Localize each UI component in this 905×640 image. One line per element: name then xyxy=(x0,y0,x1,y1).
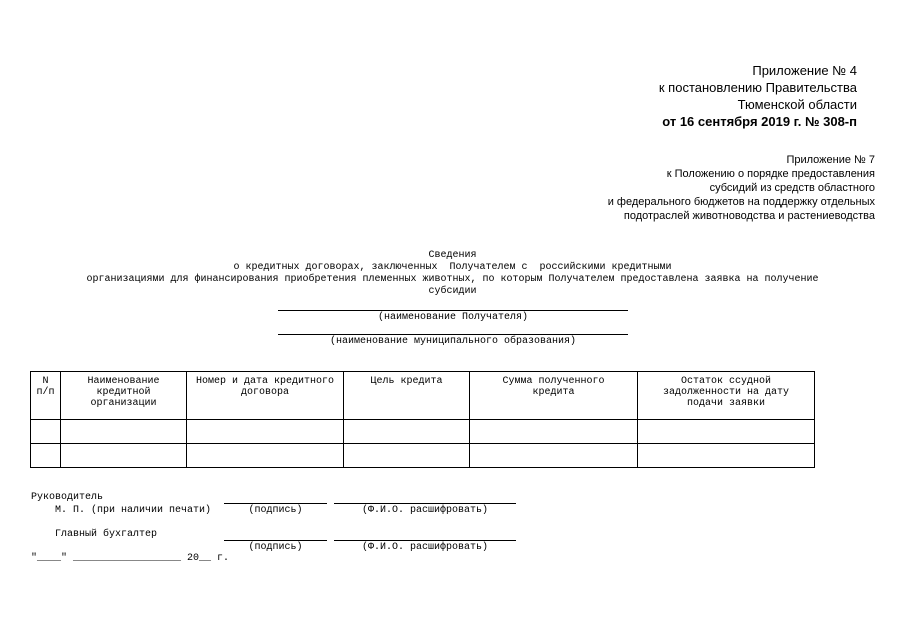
table-cell[interactable] xyxy=(31,420,61,444)
accountant-label: Главный бухгалтер xyxy=(55,529,158,540)
table-header-row xyxy=(31,372,815,420)
annex-header xyxy=(497,62,857,130)
accountant-fio-line xyxy=(334,540,516,541)
annex-region: Тюменской области xyxy=(737,97,857,112)
table-row xyxy=(31,444,815,468)
signature-caption: (подпись) xyxy=(248,505,303,516)
date-line: "____" __________________ 20__ г. xyxy=(31,553,230,564)
head-label: Руководитель xyxy=(31,492,104,503)
municipality-line xyxy=(278,334,628,335)
credit-agreements-table xyxy=(30,371,815,468)
table-cell[interactable] xyxy=(31,444,61,468)
table-row xyxy=(31,420,815,444)
fio-caption: (Ф.И.О. расшифровать) xyxy=(361,505,489,516)
head-signature-line xyxy=(224,503,327,504)
appendix-title: Приложение № 7 xyxy=(786,154,875,166)
table-cell[interactable] xyxy=(61,420,187,444)
annex-title: Приложение № 4 xyxy=(752,63,857,78)
col-header-amount: Сумма полученного кредита xyxy=(470,372,638,420)
recipient-caption: (наименование Получателя) xyxy=(377,312,529,323)
title-line: о кредитных договорах, заключенных Получателем с российскими кредитными xyxy=(233,262,672,273)
col-header-purpose: Цель кредита xyxy=(344,372,470,420)
table-cell[interactable] xyxy=(638,444,815,468)
col-header-balance: Остаток ссудной задолженности на дату подачи заявки xyxy=(638,372,815,420)
title-line: Сведения xyxy=(428,250,477,261)
table-cell[interactable] xyxy=(638,420,815,444)
stamp-label: М. П. (при наличии печати) xyxy=(55,505,212,516)
signature-caption: (подпись) xyxy=(248,542,303,553)
table-cell[interactable] xyxy=(470,444,638,468)
table-cell[interactable] xyxy=(470,420,638,444)
appendix-line: к Положению о порядке предоставления xyxy=(666,168,875,180)
appendix-line: подотраслей животноводства и растениеводства xyxy=(623,210,875,222)
title-line: субсидии xyxy=(428,286,477,297)
table-cell[interactable] xyxy=(61,444,187,468)
annex-decree: к постановлению Правительства xyxy=(658,80,857,95)
appendix-block xyxy=(515,153,875,223)
table-cell[interactable] xyxy=(187,444,344,468)
col-header-agreement: Номер и дата кредитного договора xyxy=(187,372,344,420)
table-cell[interactable] xyxy=(187,420,344,444)
municipality-caption: (наименование муниципального образования) xyxy=(329,336,577,347)
fio-caption: (Ф.И.О. расшифровать) xyxy=(361,542,489,553)
appendix-line: и федерального бюджетов на поддержку отдельных xyxy=(607,196,875,208)
table-cell[interactable] xyxy=(344,444,470,468)
col-header-bank: Наименование кредитной организации xyxy=(61,372,187,420)
table-cell[interactable] xyxy=(344,420,470,444)
head-fio-line xyxy=(334,503,516,504)
document-title xyxy=(40,250,865,298)
appendix-line: субсидий из средств областного xyxy=(709,182,875,194)
title-line: организациями для финансирования приобретения племенных животных, по которым Получателем предоставлена заявка на получение xyxy=(86,274,819,285)
annex-date: от 16 сентября 2019 г. № 308-п xyxy=(662,114,857,129)
accountant-signature-line xyxy=(224,540,327,541)
recipient-name-line xyxy=(278,310,628,311)
col-header-number: N п/п xyxy=(31,372,61,420)
